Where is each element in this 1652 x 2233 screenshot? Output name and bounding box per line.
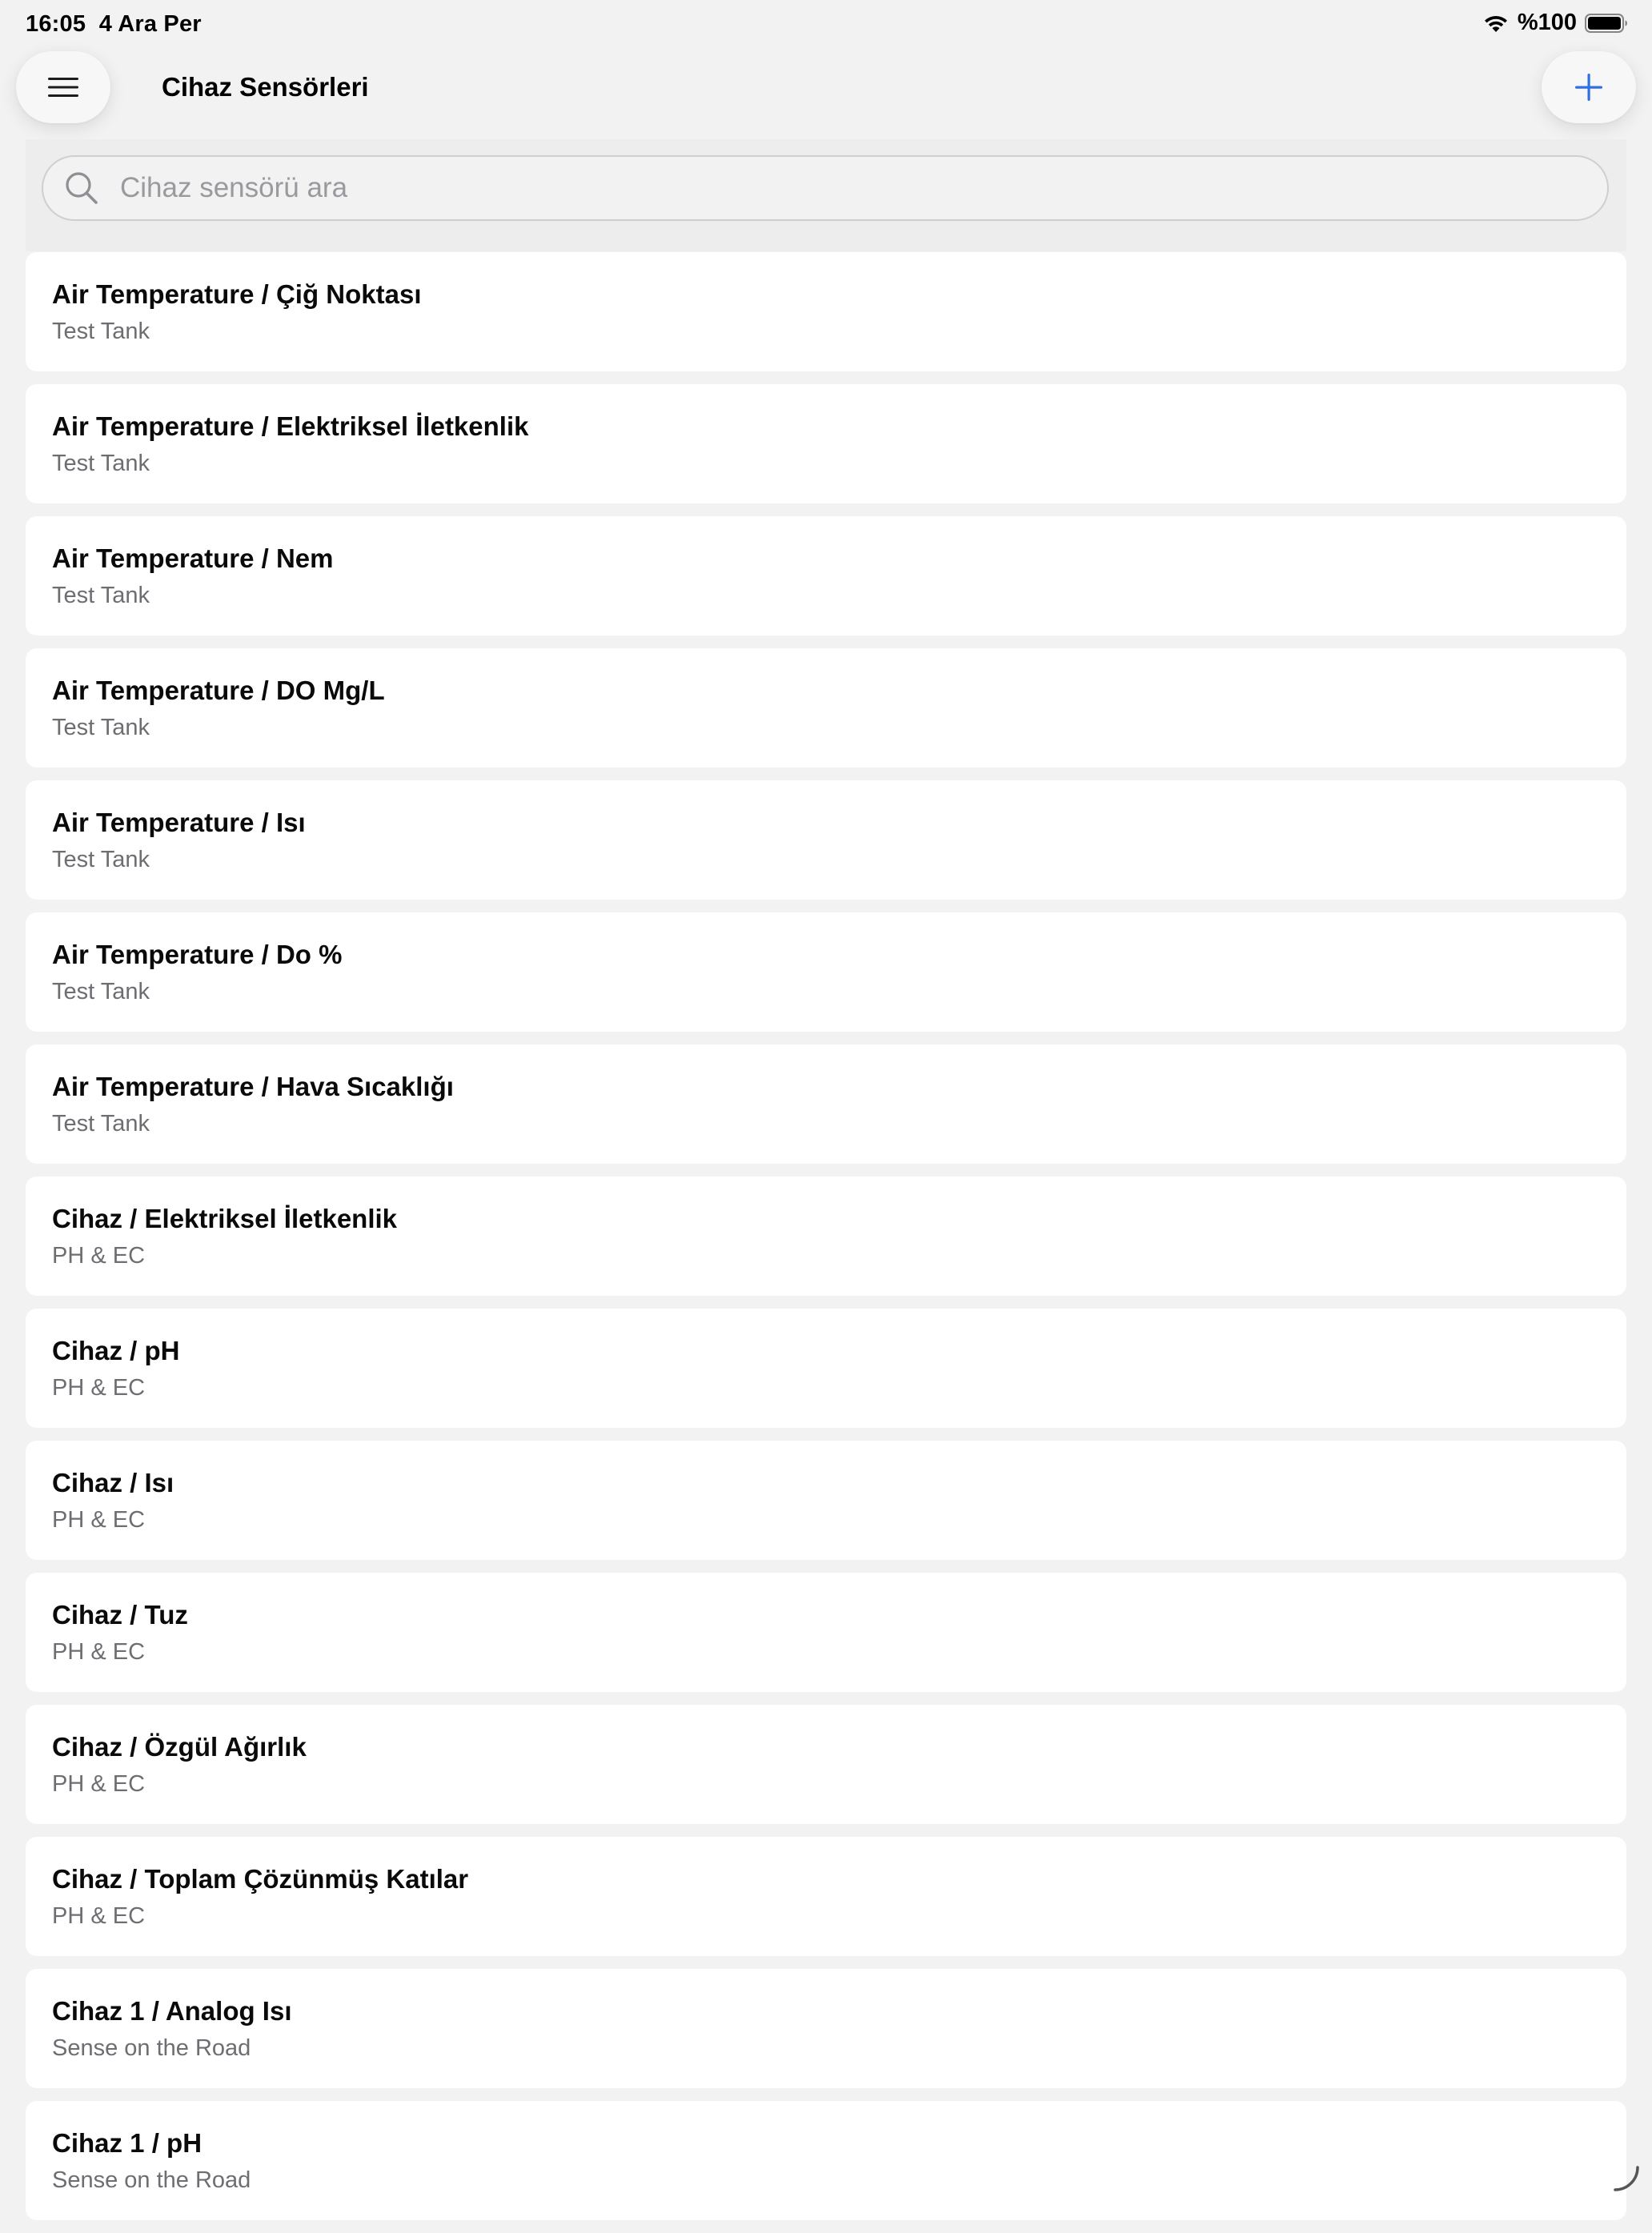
list-item[interactable] bbox=[26, 1309, 1626, 1428]
search-placeholder: Cihaz sensörü ara bbox=[120, 172, 347, 204]
sensor-device-name: PH & EC bbox=[52, 1507, 145, 1533]
sensor-device-name: PH & EC bbox=[52, 1243, 145, 1269]
page-title: Cihaz Sensörleri bbox=[162, 72, 369, 102]
sensor-title: Air Temperature / DO Mg/L bbox=[52, 676, 385, 706]
loading-spinner-icon bbox=[1609, 2163, 1641, 2195]
status-bar bbox=[0, 0, 1652, 51]
wifi-icon bbox=[1482, 13, 1510, 34]
list-item[interactable] bbox=[26, 912, 1626, 1032]
list-item[interactable] bbox=[26, 252, 1626, 371]
sensor-title: Cihaz / Isı bbox=[52, 1468, 174, 1498]
sensor-device-name: PH & EC bbox=[52, 1375, 145, 1401]
menu-button[interactable] bbox=[16, 51, 110, 123]
search-icon bbox=[64, 170, 99, 206]
sensor-device-name: Test Tank bbox=[52, 847, 150, 873]
list-item[interactable] bbox=[26, 516, 1626, 635]
search-input[interactable] bbox=[42, 155, 1609, 221]
sensor-title: Air Temperature / Elektriksel İletkenlik bbox=[52, 411, 528, 442]
list-item[interactable] bbox=[26, 1044, 1626, 1164]
sensor-title: Cihaz / Özgül Ağırlık bbox=[52, 1732, 307, 1762]
sensor-title: Air Temperature / Do % bbox=[52, 940, 342, 970]
sensor-title: Air Temperature / Çiğ Noktası bbox=[52, 279, 422, 310]
sensor-device-name: Test Tank bbox=[52, 451, 150, 477]
sensor-title: Cihaz 1 / Analog Isı bbox=[52, 1996, 292, 2027]
sensor-device-name: PH & EC bbox=[52, 1903, 145, 1930]
sensor-device-name: Test Tank bbox=[52, 583, 150, 609]
navigation-bar bbox=[0, 51, 1652, 139]
list-item[interactable] bbox=[26, 1837, 1626, 1956]
sensor-list bbox=[26, 252, 1626, 2233]
list-item[interactable] bbox=[26, 1969, 1626, 2088]
sensor-device-name: Test Tank bbox=[52, 1111, 150, 1137]
list-item[interactable] bbox=[26, 648, 1626, 768]
add-sensor-button[interactable] bbox=[1542, 51, 1636, 123]
status-clock: 16:05 bbox=[26, 11, 86, 37]
sensor-title: Air Temperature / Isı bbox=[52, 808, 306, 838]
status-indicators bbox=[1482, 10, 1628, 36]
sensor-title: Cihaz / Toplam Çözünmüş Katılar bbox=[52, 1864, 468, 1894]
list-item[interactable] bbox=[26, 384, 1626, 503]
sensor-device-name: Test Tank bbox=[52, 979, 150, 1005]
sensor-device-name: Sense on the Road bbox=[52, 2167, 251, 2194]
sensor-device-name: Test Tank bbox=[52, 715, 150, 741]
sensor-device-name: PH & EC bbox=[52, 1639, 145, 1666]
status-time bbox=[26, 11, 202, 38]
battery-percent: %100 bbox=[1518, 10, 1577, 36]
search-container bbox=[26, 139, 1626, 251]
status-date: 4 Ara Per bbox=[99, 11, 202, 37]
list-item[interactable] bbox=[26, 1441, 1626, 1560]
list-item[interactable] bbox=[26, 1705, 1626, 1824]
sensor-title: Air Temperature / Nem bbox=[52, 543, 334, 574]
sensor-device-name: PH & EC bbox=[52, 1771, 145, 1798]
list-item[interactable] bbox=[26, 1177, 1626, 1296]
hamburger-menu-icon bbox=[48, 76, 78, 98]
list-item[interactable] bbox=[26, 1573, 1626, 1692]
battery-icon bbox=[1585, 13, 1628, 34]
sensor-title: Cihaz / Tuz bbox=[52, 1600, 188, 1630]
sensor-device-name: Sense on the Road bbox=[52, 2035, 251, 2062]
sensor-title: Air Temperature / Hava Sıcaklığı bbox=[52, 1072, 454, 1102]
sensor-device-name: Test Tank bbox=[52, 319, 150, 345]
plus-icon bbox=[1574, 73, 1603, 102]
sensor-title: Cihaz / Elektriksel İletkenlik bbox=[52, 1204, 397, 1234]
list-item[interactable] bbox=[26, 780, 1626, 900]
sensor-title: Cihaz / pH bbox=[52, 1336, 180, 1366]
sensor-title: Cihaz 1 / pH bbox=[52, 2128, 202, 2159]
